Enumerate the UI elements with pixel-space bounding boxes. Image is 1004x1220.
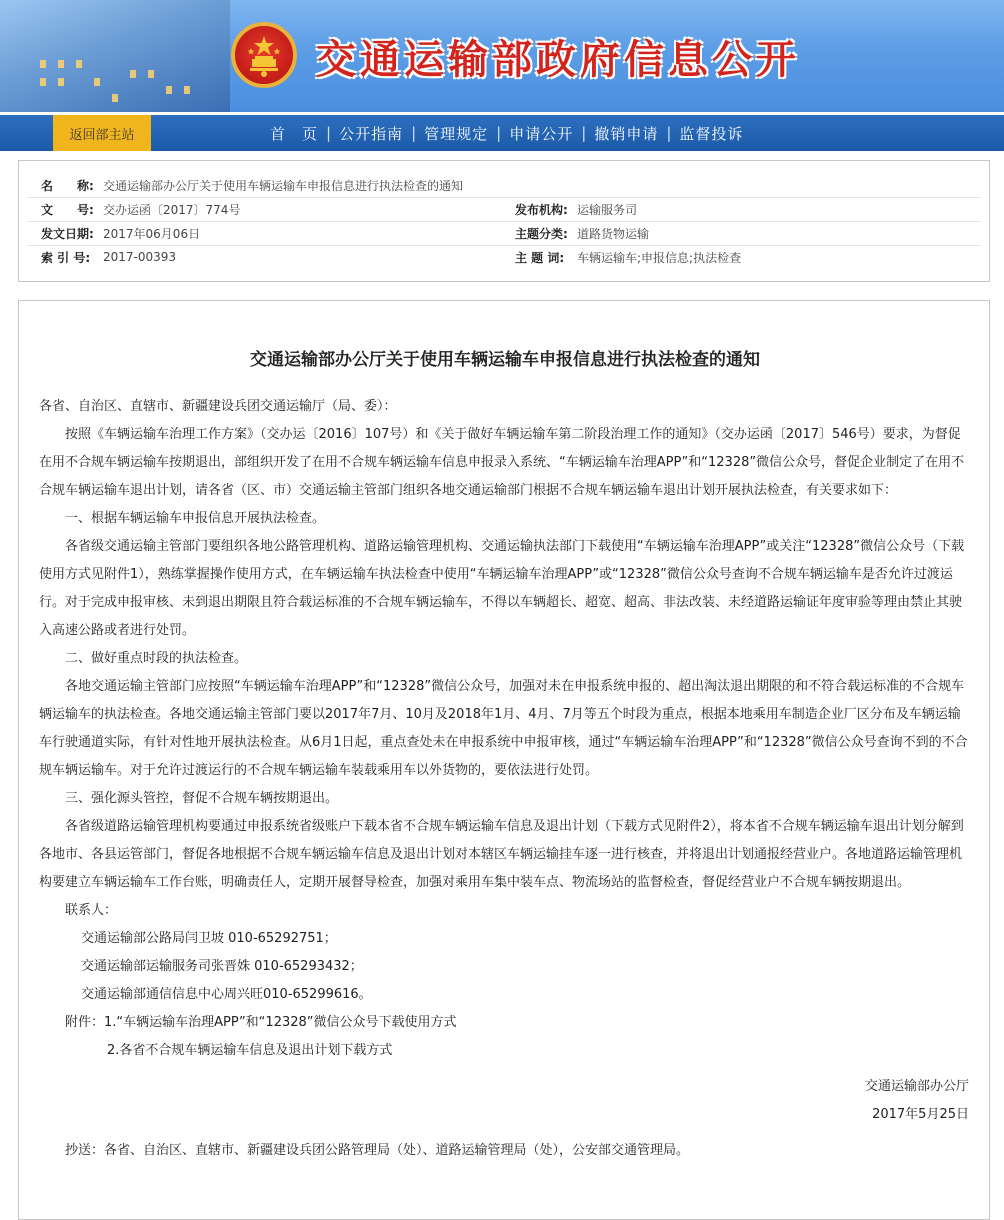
nav-cancel-apply[interactable]: 撤销申请 <box>594 124 659 143</box>
meta-topic-value: 道路货物运输 <box>577 226 650 241</box>
meta-topic-label: 主题分类: <box>515 226 568 241</box>
cc-line: 抄送：各省、自治区、直辖市、新疆建设兵团公路管理局（处）、道路运输管理局（处），公安部交通管理局。 <box>65 1143 690 1158</box>
building-image <box>0 0 230 112</box>
return-main-site-button[interactable]: 返回部主站 <box>53 115 151 151</box>
sign-date: 2017年5月25日 <box>872 1107 969 1122</box>
main-nav <box>0 115 1004 151</box>
meta-name-value: 交通运输部办公厅关于使用车辆运输车申报信息进行执法检查的通知 <box>103 178 464 193</box>
meta-docno-label: 文 号: <box>41 202 94 217</box>
section-3-heading: 三、强化源头管控，督促不合规车辆按期退出。 <box>65 791 339 806</box>
meta-index-label: 索 引 号: <box>41 250 91 265</box>
nav-separator: | <box>666 124 672 142</box>
meta-issuer-label: 发布机构: <box>515 202 568 217</box>
contact-line-3: 交通运输部通信信息中心周兴旺010-65299616。 <box>81 987 372 1002</box>
signer: 交通运输部办公厅 <box>864 1079 969 1094</box>
meta-index-value: 2017-00393 <box>103 250 177 264</box>
section-1-heading: 一、根据车辆运输车申报信息开展执法检查。 <box>65 511 326 526</box>
national-emblem-icon <box>231 22 297 88</box>
document-content <box>18 300 990 1220</box>
salutation: 各省、自治区、直辖市、新疆建设兵团交通运输厅（局、委）： <box>39 399 397 414</box>
meta-row-docno <box>27 197 981 222</box>
nav-separator: | <box>411 124 417 142</box>
meta-name-label: 名 称: <box>41 178 94 193</box>
attachment-2: 2.各省不合规车辆运输车信息及退出计划下载方式 <box>107 1043 393 1058</box>
meta-date-label: 发文日期: <box>41 226 94 241</box>
meta-date-value: 2017年06月06日 <box>103 226 201 241</box>
document-metadata <box>18 160 990 282</box>
nav-apply[interactable]: 申请公开 <box>509 124 574 143</box>
nav-regulations[interactable]: 管理规定 <box>424 124 489 143</box>
meta-issuer-value: 运输服务司 <box>577 202 638 217</box>
meta-row-date <box>27 221 981 246</box>
contact-line-1: 交通运输部公路局闫卫坡 010-65292751； <box>81 931 337 946</box>
nav-separator: | <box>581 124 587 142</box>
header-banner <box>0 0 1004 112</box>
section-2-heading: 二、做好重点时段的执法检查。 <box>65 651 248 666</box>
nav-complaints[interactable]: 监督投诉 <box>679 124 744 143</box>
section-2-body: 各地交通运输主管部门应按照“车辆运输车治理APP”和“12328”微信公众号，加强对未在申报系统申报的、超出淘汰退出期限的和不符合载运标准的不合规车辆运输车的执法检查。各地交通运输主管部门要以2017年7月、10月及2018年1月、4月、7月等五个时段为重点，根据本地乘用车制造企业厂区分布及车辆运输车行驶通道实际，有针对性地开展执法检查。从6月1日起，重点查处未在申报系统中申报审核，通过“车辆运输车治理APP”和“12328”微信公众号查询不到的不合规车辆运输车。对于允许过渡运行的不合规车辆运输车装载乘用车以外货物的，要依法进行处罚。 <box>39 679 968 778</box>
nav-home[interactable]: 首 页 <box>270 124 319 143</box>
nav-separator: | <box>496 124 502 142</box>
nav-separator: | <box>326 124 332 142</box>
contact-heading: 联系人： <box>65 903 118 918</box>
meta-row-index <box>27 245 981 269</box>
section-3-body: 各省级道路运输管理机构要通过申报系统省级账户下载本省不合规车辆运输车信息及退出计划（下载方式见附件2），将本省不合规车辆运输车退出计划分解到各地市、各县运管部门，督促各地根据不合规车辆运输车信息及退出计划对本辖区车辆运输挂车逐一进行核查，并将退出计划通报经营业户。各地道路运输管理机构要建立车辆运输车工作台账，明确责任人，定期开展督导检查，加强对乘用车集中装车点、物流场站的监督检查，督促经营业户不合规车辆按期退出。 <box>39 819 964 890</box>
meta-keywords-value: 车辆运输车;申报信息;执法检查 <box>577 250 742 265</box>
contact-line-2: 交通运输部运输服务司张晋姝 010-65293432； <box>81 959 363 974</box>
meta-row-name <box>27 173 981 198</box>
document-title: 交通运输部办公厅关于使用车辆运输车申报信息进行执法检查的通知 <box>250 350 760 370</box>
attachment-1: 附件：1.“车辆运输车治理APP”和“12328”微信公众号下载使用方式 <box>65 1015 457 1030</box>
nav-guide[interactable]: 公开指南 <box>339 124 404 143</box>
section-1-body: 各省级交通运输主管部门要组织各地公路管理机构、道路运输管理机构、交通运输执法部门下载使用“车辆运输车治理APP”或关注“12328”微信公众号（下载使用方式见附件1），熟练掌握操作使用方式，在车辆运输车执法检查中使用“车辆运输车治理APP”或“12328”微信公众号查询不合规车辆运输车是否允许过渡运行。对于完成申报审核、未到退出期限且符合载运标准的不合规车辆运输车，不得以车辆超长、超宽、超高、非法改装、未经道路运输证年度审验等理由禁止其驶入高速公路或者进行处罚。 <box>39 539 965 638</box>
nav-menu <box>270 115 743 151</box>
document-body <box>39 393 969 1165</box>
intro-paragraph: 按照《车辆运输车治理工作方案》（交办运〔2016〕107号）和《关于做好车辆运输车第二阶段治理工作的通知》（交办运函〔2017〕546号）要求，为督促在用不合规车辆运输车按期退出，部组织开发了在用不合规车辆运输车信息申报录入系统、“车辆运输车治理APP”和“12328”微信公众号，督促企业制定了在用不合规车辆运输车退出计划，请各省（区、市）交通运输主管部门组织各地交通运输部门根据不合规车辆运输车退出计划开展执法检查，有关要求如下： <box>39 427 965 498</box>
site-title: 交通运输部政府信息公开 <box>316 36 800 83</box>
meta-keywords-label: 主 题 词: <box>515 250 565 265</box>
meta-docno-value: 交办运函〔2017〕774号 <box>103 202 241 217</box>
